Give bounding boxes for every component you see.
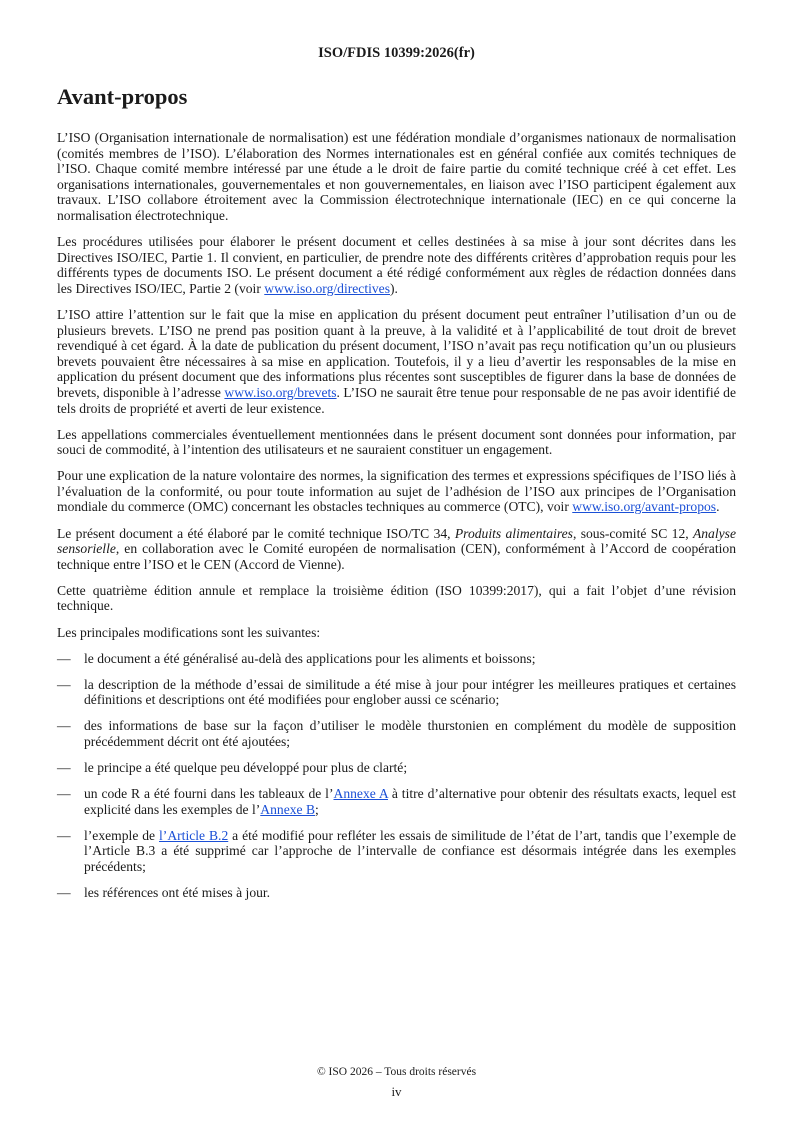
list-item-text [84, 651, 736, 667]
list-dash: — [57, 885, 71, 901]
hyperlink[interactable]: www.iso.org/avant-propos [572, 499, 717, 515]
text-run: ). [390, 280, 398, 296]
text-run: L’ISO attire l’attention sur le fait que la mise en application du présent document peut entraîner l’utilisation d’un ou de plusieurs brevets. L’ISO ne prend pas position quant à la preuve, à la validité et à l’applicabilité de tout droit de brevet revendiqué à cet égard. À la date de publication du présent document, l’ISO n’avait pas reçu notification qu’un ou plusieurs brevets pouvaient être nécessaires à sa mise en application. Toutefois, il y a lieu d’avertir les responsables de la mise en application du présent document que des informations plus récentes sont susceptibles de figurer dans la base de données de brevets, disponible à l’adresse [57, 306, 736, 400]
hyperlink[interactable]: Annexe A [333, 786, 388, 802]
list-item [57, 651, 736, 667]
text-run: Les principales modifications sont les suivantes: [57, 624, 321, 640]
hyperlink[interactable]: Annexe B [260, 801, 316, 817]
text-run: un code R a été fourni dans les tableaux de l’ [84, 786, 334, 802]
list-item-text [84, 677, 736, 708]
page-number: iv [391, 1084, 402, 1099]
text-run: Le présent document a été élaboré par le comité technique ISO/TC 34, [57, 525, 455, 541]
list-item [57, 760, 736, 776]
document-body [57, 130, 736, 911]
text-run: Pour une explication de la nature volontaire des normes, la signification des termes et expressions spécifiques de l’ISO liés à l’évaluation de la conformité, ou pour toute information au sujet de l’adhésion de l’ISO aux principes de l’Organisation mondiale du commerce (OMC) concernant les obstacles techniques au commerce (OTC), voir [57, 468, 736, 515]
text-run: des informations de base sur la façon d’utiliser le modèle thurstonien en complément du modèle de supposition précédemment décrit ont été ajoutées; [84, 718, 736, 749]
list-dash: — [57, 718, 71, 734]
text-run: le principe a été quelque peu développé pour plus de clarté; [84, 760, 408, 776]
page-title: Avant-propos [57, 84, 188, 109]
text-run: , sous-comité SC 12, [572, 525, 693, 541]
list-item [57, 786, 736, 817]
text-run: Les procédures utilisées pour élaborer le présent document et celles destinées à sa mise à jour sont décrites dans les Directives ISO/IEC, Partie 1. Il convient, en particulier, de prendre note des différents critères d’approbation requis pour les différents types de documents ISO. Le présent document a été rédigé conformément aux règles de rédaction données dans les Directives ISO/IEC, Partie 2 (voir [57, 234, 736, 296]
list-item [57, 885, 736, 901]
list-item-text [84, 760, 736, 776]
paragraph [57, 625, 736, 641]
paragraph [57, 427, 736, 458]
paragraph [57, 526, 736, 573]
text-run: a été modifié pour refléter les essais de similitude de l’état de l’art, tandis que l’exemple de l’Article B.3 a été supprimé car l’approche de l’intervalle de confiance est désormais intégrée dans les exemples précédents; [84, 827, 736, 875]
list-item-text [84, 828, 736, 875]
hyperlink[interactable]: www.iso.org/brevets [224, 384, 337, 400]
text-run: , en collaboration avec le Comité européen de normalisation (CEN), conformément à l’Accord de coopération technique entre l’ISO et le CEN (Accord de Vienne). [57, 541, 736, 572]
text-run: ; [315, 801, 319, 817]
paragraph [57, 130, 736, 224]
text-run: L’ISO (Organisation internationale de normalisation) est une fédération mondiale d’organismes nationaux de normalisation (comités membres de l’ISO). L’élaboration des Normes internationales est en général confiée aux comités techniques de l’ISO. Chaque comité membre intéressé par une étude a le droit de faire partie du comité technique créé à cet effet. Les organisations internationales, gouvernementales et non gouvernementales, en liaison avec l’ISO participent également aux travaux. L’ISO collabore étroitement avec la Commission électrotechnique internationale (IEC) en ce qui concerne la normalisation électrotechnique. [57, 130, 736, 223]
footer-copyright: © ISO 2026 – Tous droits réservés [316, 1066, 477, 1078]
text-run: . L’ISO ne saurait être tenue pour responsable de ne pas avoir identifié de tels droits de propriété et averti de leur existence. [57, 384, 736, 416]
paragraph [57, 583, 736, 614]
text-run: . [716, 499, 720, 515]
text-run: la description de la méthode d’essai de similitude a été mise à jour pour intégrer les meilleures pratiques et certaines définitions et descriptions ont été modifiées pour englober aussi ce scénario; [84, 676, 736, 708]
document-header: ISO/FDIS 10399:2026(fr) [318, 45, 475, 61]
text-run: les références ont été mises à jour. [84, 885, 271, 901]
italic-text: Analyse sensorielle [57, 525, 736, 557]
list-dash: — [57, 650, 71, 666]
paragraph [57, 468, 736, 515]
list-item [57, 718, 736, 749]
list-item-text [84, 885, 736, 901]
list-item-text [84, 786, 736, 817]
text-run: le document a été généralisé au-delà des applications pour les aliments et boissons; [84, 650, 536, 666]
paragraph [57, 234, 736, 296]
list-item-text [84, 718, 736, 749]
list-dash: — [57, 676, 71, 692]
list-item [57, 828, 736, 875]
text-run: Cette quatrième édition annule et remplace la troisième édition (ISO 10399:2017), qui a fait l’objet d’une révision technique. [57, 582, 736, 614]
hyperlink[interactable]: www.iso.org/directives [264, 280, 390, 296]
list-item [57, 677, 736, 708]
text-run: l’exemple de [84, 827, 160, 843]
list-dash: — [57, 760, 71, 776]
text-run: à titre d’alternative pour obtenir des résultats exacts, lequel est explicité dans les exemples de l’ [84, 786, 736, 817]
italic-text: Produits alimentaires [454, 525, 573, 541]
text-run: Les appellations commerciales éventuellement mentionnées dans le présent document sont données pour information, par souci de commodité, à l’intention des utilisateurs et ne sauraient constituer un engagement. [57, 426, 736, 458]
list-dash: — [57, 786, 71, 802]
hyperlink[interactable]: l’Article B.2 [159, 827, 229, 843]
list-dash: — [57, 827, 71, 843]
paragraph [57, 307, 736, 416]
